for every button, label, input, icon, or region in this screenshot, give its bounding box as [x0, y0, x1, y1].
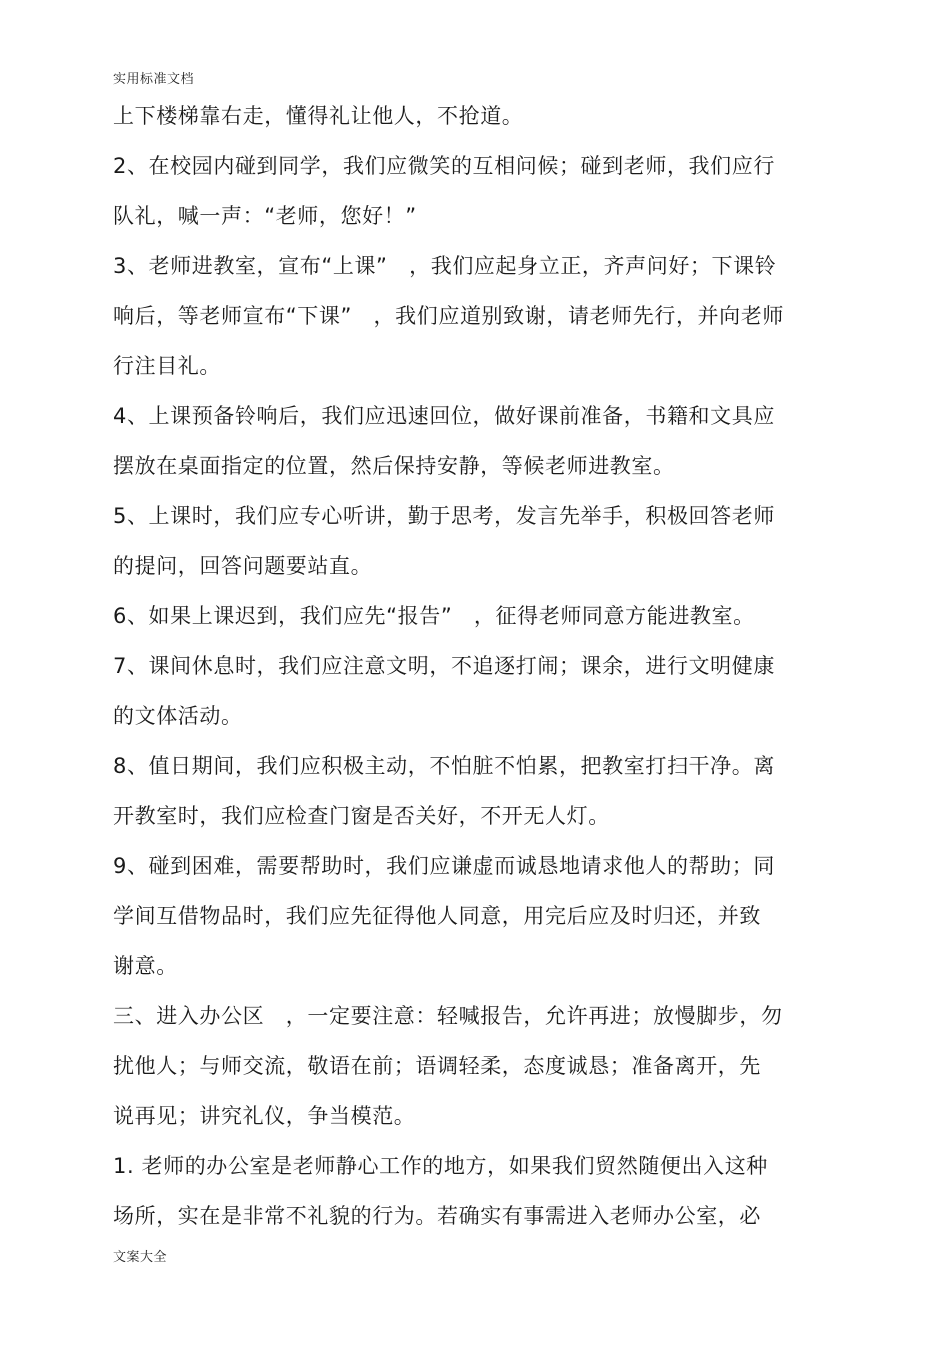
text-line: 的提问，回答问题要站直。 — [113, 554, 373, 578]
text-line: 谢意。 — [113, 954, 178, 978]
text-line: 上下楼梯靠右走，懂得礼让他人，不抢道。 — [113, 104, 524, 128]
text-line: 1. 老师的办公室是老师静心工作的地方，如果我们贸然随便出入这种 — [113, 1154, 768, 1178]
text-line: 3、老师进教室，宣布“上课” ，我们应起身立正，齐声问好；下课铃 — [113, 254, 777, 278]
text-line: 三、进入办公区 ，一定要注意：轻喊报告，允许再进；放慢脚步，勿 — [113, 1004, 783, 1028]
text-line: 行注目礼。 — [113, 354, 221, 378]
text-line: 6、如果上课迟到，我们应先“报告” ，征得老师同意方能进教室。 — [113, 604, 755, 628]
page-header-label: 实用标准文档 — [113, 72, 195, 87]
text-line: 队礼，喊一声：“老师，您好！” — [113, 204, 417, 228]
text-line: 说再见；讲究礼仪，争当模范。 — [113, 1104, 416, 1128]
document-body — [113, 98, 813, 1248]
text-line: 的文体活动。 — [113, 704, 243, 728]
text-line: 扰他人；与师交流，敬语在前；语调轻柔，态度诚恳；准备离开，先 — [113, 1054, 761, 1078]
text-line: 场所，实在是非常不礼貌的行为。若确实有事需进入老师办公室，必 — [113, 1204, 761, 1228]
text-line: 摆放在桌面指定的位置，然后保持安静，等候老师进教室。 — [113, 454, 675, 478]
text-line: 学间互借物品时，我们应先征得他人同意，用完后应及时归还，并致 — [113, 904, 761, 928]
text-line: 7、课间休息时，我们应注意文明，不追逐打闹；课余，进行文明健康 — [113, 654, 775, 678]
text-line: 2、在校园内碰到同学，我们应微笑的互相问候；碰到老师，我们应行 — [113, 154, 775, 178]
text-line: 8、值日期间，我们应积极主动，不怕脏不怕累，把教室打扫干净。离 — [113, 754, 775, 778]
text-line: 4、上课预备铃响后，我们应迅速回位，做好课前准备，书籍和文具应 — [113, 404, 775, 428]
text-line: 9、碰到困难，需要帮助时，我们应谦虚而诚恳地请求他人的帮助；同 — [113, 854, 775, 878]
text-line: 5、上课时，我们应专心听讲，勤于思考，发言先举手，积极回答老师 — [113, 504, 775, 528]
text-line: 开教室时，我们应检查门窗是否关好，不开无人灯。 — [113, 804, 610, 828]
page-footer-label: 文案大全 — [113, 1250, 168, 1265]
text-line: 响后，等老师宣布“下课” ，我们应道别致谢，请老师先行，并向老师 — [113, 304, 784, 328]
